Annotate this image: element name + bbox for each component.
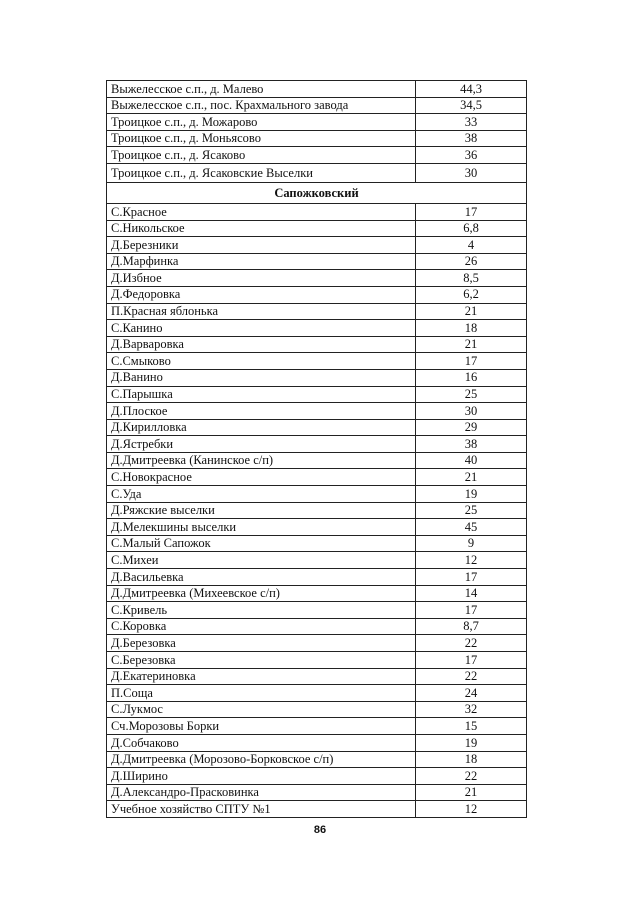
settlement-name-cell: Д.Избное — [107, 270, 416, 287]
settlement-name-cell: С.Коровка — [107, 618, 416, 635]
table-body — [107, 81, 527, 818]
value-cell: 22 — [416, 668, 527, 685]
table-row — [107, 336, 527, 353]
value-cell: 17 — [416, 602, 527, 619]
table-row — [107, 519, 527, 536]
table-row — [107, 81, 527, 98]
table-row — [107, 734, 527, 751]
value-cell: 9 — [416, 535, 527, 552]
settlement-name-cell: Выжелесское с.п., пос. Крахмального завода — [107, 97, 416, 114]
value-cell: 15 — [416, 718, 527, 735]
value-cell: 38 — [416, 436, 527, 453]
value-cell: 22 — [416, 768, 527, 785]
settlement-name-cell: С.Смыково — [107, 353, 416, 370]
value-cell: 25 — [416, 502, 527, 519]
table-row — [107, 469, 527, 486]
value-cell: 25 — [416, 386, 527, 403]
table-row — [107, 452, 527, 469]
value-cell: 38 — [416, 130, 527, 147]
section-title: Сапожковский — [107, 182, 527, 203]
settlement-name-cell: Троицкое с.п., д. Ясаковские Выселки — [107, 163, 416, 182]
value-cell: 36 — [416, 147, 527, 164]
settlement-name-cell: Д.Васильевка — [107, 569, 416, 586]
settlement-name-cell: С.Кривель — [107, 602, 416, 619]
value-cell: 40 — [416, 452, 527, 469]
settlement-name-cell: Д.Дмитреевка (Морозово-Борковское с/п) — [107, 751, 416, 768]
table-row — [107, 386, 527, 403]
value-cell: 4 — [416, 237, 527, 254]
value-cell: 19 — [416, 734, 527, 751]
table-row — [107, 635, 527, 652]
settlement-name-cell: Д.Екатериновка — [107, 668, 416, 685]
value-cell: 17 — [416, 353, 527, 370]
value-cell: 33 — [416, 114, 527, 131]
value-cell: 32 — [416, 701, 527, 718]
table-row — [107, 801, 527, 818]
value-cell: 12 — [416, 801, 527, 818]
value-cell: 8,5 — [416, 270, 527, 287]
settlement-name-cell: Д.Дмитреевка (Канинское с/п) — [107, 452, 416, 469]
settlement-name-cell: Учебное хозяйство СПТУ №1 — [107, 801, 416, 818]
settlement-name-cell: Д.Варваровка — [107, 336, 416, 353]
table-row — [107, 486, 527, 503]
settlement-name-cell: С.Новокрасное — [107, 469, 416, 486]
settlement-name-cell: С.Красное — [107, 203, 416, 220]
value-cell: 21 — [416, 336, 527, 353]
settlement-name-cell: Д.Плоское — [107, 403, 416, 420]
value-cell: 19 — [416, 486, 527, 503]
table-row — [107, 652, 527, 669]
settlement-name-cell: Д.Ястребки — [107, 436, 416, 453]
table-row — [107, 552, 527, 569]
table-row — [107, 751, 527, 768]
settlement-name-cell: Троицкое с.п., д. Моньясово — [107, 130, 416, 147]
table-row — [107, 784, 527, 801]
value-cell: 17 — [416, 569, 527, 586]
table-row — [107, 701, 527, 718]
value-cell: 16 — [416, 369, 527, 386]
settlement-name-cell: Д.Марфинка — [107, 253, 416, 270]
settlement-name-cell: С.Уда — [107, 486, 416, 503]
table-row — [107, 163, 527, 182]
settlement-name-cell: Д.Березовка — [107, 635, 416, 652]
table-row — [107, 685, 527, 702]
table-row — [107, 130, 527, 147]
value-cell: 30 — [416, 163, 527, 182]
table-row — [107, 353, 527, 370]
settlement-name-cell: П.Соща — [107, 685, 416, 702]
value-cell: 22 — [416, 635, 527, 652]
table-row — [107, 768, 527, 785]
settlement-name-cell: С.Канино — [107, 320, 416, 337]
value-cell: 21 — [416, 469, 527, 486]
value-cell: 30 — [416, 403, 527, 420]
table-row — [107, 253, 527, 270]
page-number: 86 — [313, 824, 327, 836]
settlement-name-cell: Д.Ширино — [107, 768, 416, 785]
settlement-name-cell: Троицкое с.п., д. Можарово — [107, 114, 416, 131]
settlement-name-cell: С.Никольское — [107, 220, 416, 237]
table-row — [107, 602, 527, 619]
value-cell: 24 — [416, 685, 527, 702]
settlement-name-cell: Д.Кирилловка — [107, 419, 416, 436]
value-cell: 45 — [416, 519, 527, 536]
settlement-name-cell: С.Михеи — [107, 552, 416, 569]
table-row — [107, 668, 527, 685]
table-row — [107, 320, 527, 337]
value-cell: 6,8 — [416, 220, 527, 237]
settlement-name-cell: Троицкое с.п., д. Ясаково — [107, 147, 416, 164]
table-row — [107, 237, 527, 254]
table-row — [107, 618, 527, 635]
value-cell: 18 — [416, 751, 527, 768]
value-cell: 17 — [416, 203, 527, 220]
settlement-name-cell: С.Парышка — [107, 386, 416, 403]
settlement-name-cell: Д.Ванино — [107, 369, 416, 386]
table-row — [107, 303, 527, 320]
value-cell: 29 — [416, 419, 527, 436]
settlement-name-cell: С.Малый Сапожок — [107, 535, 416, 552]
settlement-name-cell: Д.Ряжские выселки — [107, 502, 416, 519]
settlement-name-cell: П.Красная яблонька — [107, 303, 416, 320]
settlement-name-cell: Д.Собчаково — [107, 734, 416, 751]
settlement-name-cell: Д.Березники — [107, 237, 416, 254]
value-cell: 14 — [416, 585, 527, 602]
table-row — [107, 585, 527, 602]
value-cell: 26 — [416, 253, 527, 270]
settlement-name-cell: Выжелесское с.п., д. Малево — [107, 81, 416, 98]
table-row — [107, 97, 527, 114]
table-row — [107, 270, 527, 287]
value-cell: 21 — [416, 784, 527, 801]
table-row — [107, 147, 527, 164]
settlement-name-cell: Д.Александро-Прасковинка — [107, 784, 416, 801]
table-row — [107, 419, 527, 436]
table-row — [107, 369, 527, 386]
value-cell: 6,2 — [416, 286, 527, 303]
table-row — [107, 436, 527, 453]
table-row — [107, 535, 527, 552]
value-cell: 44,3 — [416, 81, 527, 98]
table-row — [107, 502, 527, 519]
section-header-row — [107, 182, 527, 203]
table-row — [107, 286, 527, 303]
settlement-name-cell: Д.Мелекшины выселки — [107, 519, 416, 536]
value-cell: 18 — [416, 320, 527, 337]
table-row — [107, 114, 527, 131]
table-row — [107, 203, 527, 220]
value-cell: 34,5 — [416, 97, 527, 114]
value-cell: 12 — [416, 552, 527, 569]
value-cell: 21 — [416, 303, 527, 320]
table-row — [107, 403, 527, 420]
settlement-name-cell: Д.Федоровка — [107, 286, 416, 303]
settlement-name-cell: С.Лукмос — [107, 701, 416, 718]
settlement-name-cell: Д.Дмитреевка (Михеевское с/п) — [107, 585, 416, 602]
table-row — [107, 718, 527, 735]
settlement-name-cell: С.Березовка — [107, 652, 416, 669]
table-row — [107, 220, 527, 237]
settlements-table — [106, 80, 527, 818]
value-cell: 17 — [416, 652, 527, 669]
settlement-name-cell: Сч.Морозовы Борки — [107, 718, 416, 735]
value-cell: 8,7 — [416, 618, 527, 635]
table-row — [107, 569, 527, 586]
